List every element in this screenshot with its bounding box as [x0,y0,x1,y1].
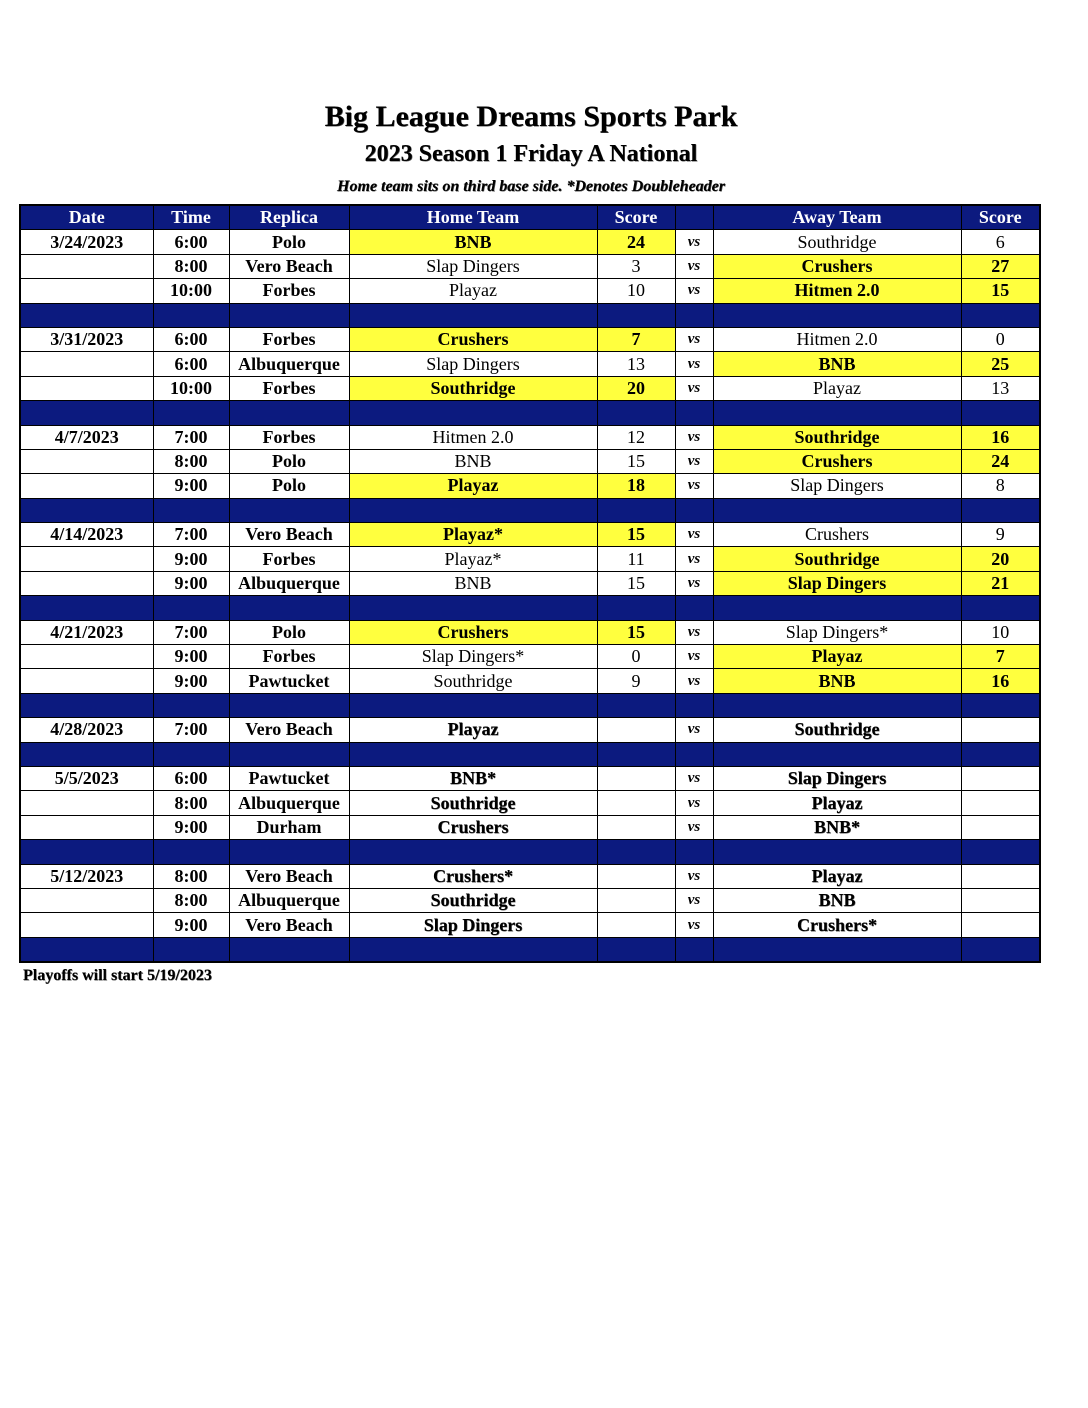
table-row [20,376,1040,400]
home-score-cell: 3 [597,254,675,278]
separator-cell [675,498,713,522]
replica-cell: Forbes [229,645,349,669]
home-team-cell: Playaz [349,718,597,742]
home-score-cell: 20 [597,376,675,400]
table-row [20,791,1040,815]
away-team-cell: Playaz [713,376,961,400]
vs-cell: vs [675,669,713,693]
date-cell [20,645,153,669]
separator-cell [597,401,675,425]
vs-cell: vs [675,718,713,742]
column-header: Replica [229,205,349,230]
separator-cell [713,742,961,766]
time-cell: 9:00 [153,913,229,937]
separator-cell [675,693,713,717]
replica-cell: Forbes [229,279,349,303]
schedule-table [19,204,1041,963]
away-score-cell: 9 [961,523,1040,547]
home-score-cell [597,913,675,937]
home-score-cell: 15 [597,449,675,473]
separator-cell [229,840,349,864]
separator-cell [597,840,675,864]
separator-cell [713,596,961,620]
away-team-cell: Crushers* [713,913,961,937]
home-team-cell: Playaz [349,474,597,498]
separator-cell [349,303,597,327]
replica-cell: Forbes [229,376,349,400]
vs-cell: vs [675,376,713,400]
away-team-cell: Slap Dingers [713,571,961,595]
away-score-cell [961,913,1040,937]
table-row [20,523,1040,547]
replica-cell: Albuquerque [229,888,349,912]
playoffs-note: Playoffs will start 5/19/2023 [23,967,212,984]
date-cell: 4/14/2023 [20,523,153,547]
vs-cell: vs [675,474,713,498]
date-cell [20,474,153,498]
table-row [20,254,1040,278]
separator-cell [597,303,675,327]
time-cell: 8:00 [153,254,229,278]
date-cell: 3/24/2023 [20,230,153,254]
week-separator-row [20,498,1040,522]
away-team-cell: BNB [713,669,961,693]
time-cell: 7:00 [153,523,229,547]
vs-cell: vs [675,547,713,571]
separator-cell [713,401,961,425]
separator-cell [961,693,1040,717]
replica-cell: Forbes [229,425,349,449]
replica-cell: Albuquerque [229,352,349,376]
away-score-cell [961,888,1040,912]
table-row [20,449,1040,473]
separator-cell [229,596,349,620]
separator-cell [961,742,1040,766]
table-row [20,571,1040,595]
vs-cell: vs [675,254,713,278]
replica-cell: Polo [229,230,349,254]
away-team-cell: Slap Dingers [713,766,961,790]
separator-cell [20,596,153,620]
time-cell: 6:00 [153,352,229,376]
week-separator-row [20,742,1040,766]
separator-cell [675,937,713,962]
home-team-cell: Slap Dingers [349,254,597,278]
home-team-cell: Southridge [349,888,597,912]
table-row [20,645,1040,669]
separator-cell [961,937,1040,962]
replica-cell: Polo [229,449,349,473]
time-cell: 9:00 [153,571,229,595]
separator-cell [597,596,675,620]
column-header: Score [961,205,1040,230]
separator-cell [153,693,229,717]
away-team-cell: BNB [713,888,961,912]
separator-cell [153,840,229,864]
date-cell [20,547,153,571]
column-header [675,205,713,230]
away-team-cell: Hitmen 2.0 [713,327,961,351]
separator-cell [597,498,675,522]
home-team-cell: BNB [349,449,597,473]
home-team-cell: Playaz [349,279,597,303]
home-score-cell: 15 [597,620,675,644]
home-score-cell [597,766,675,790]
replica-cell: Vero Beach [229,913,349,937]
replica-cell: Vero Beach [229,254,349,278]
away-score-cell: 16 [961,425,1040,449]
date-cell [20,449,153,473]
home-score-cell [597,888,675,912]
away-score-cell [961,718,1040,742]
home-score-cell [597,815,675,839]
week-separator-row [20,303,1040,327]
separator-cell [229,693,349,717]
table-row [20,352,1040,376]
time-cell: 9:00 [153,645,229,669]
away-score-cell [961,815,1040,839]
separator-cell [675,303,713,327]
column-header: Away Team [713,205,961,230]
away-score-cell: 21 [961,571,1040,595]
away-score-cell [961,791,1040,815]
separator-cell [229,742,349,766]
home-team-cell: Slap Dingers [349,352,597,376]
separator-cell [20,937,153,962]
replica-cell: Vero Beach [229,864,349,888]
home-score-cell: 0 [597,645,675,669]
column-header: Time [153,205,229,230]
vs-cell: vs [675,279,713,303]
separator-cell [20,693,153,717]
date-cell: 4/28/2023 [20,718,153,742]
home-score-cell: 24 [597,230,675,254]
away-team-cell: Southridge [713,230,961,254]
date-cell: 4/21/2023 [20,620,153,644]
date-cell [20,791,153,815]
away-team-cell: Southridge [713,718,961,742]
home-score-cell: 12 [597,425,675,449]
home-team-cell: BNB* [349,766,597,790]
vs-cell: vs [675,864,713,888]
table-row [20,888,1040,912]
separator-cell [713,693,961,717]
separator-cell [229,937,349,962]
date-cell: 5/5/2023 [20,766,153,790]
time-cell: 9:00 [153,815,229,839]
away-team-cell: Slap Dingers [713,474,961,498]
time-cell: 9:00 [153,474,229,498]
separator-cell [153,401,229,425]
away-score-cell: 24 [961,449,1040,473]
separator-cell [675,596,713,620]
away-score-cell [961,766,1040,790]
date-cell [20,571,153,595]
separator-cell [20,840,153,864]
date-cell [20,913,153,937]
away-team-cell: Crushers [713,523,961,547]
time-cell: 10:00 [153,279,229,303]
separator-cell [675,742,713,766]
table-row [20,230,1040,254]
vs-cell: vs [675,620,713,644]
home-score-cell: 18 [597,474,675,498]
date-cell [20,376,153,400]
replica-cell: Albuquerque [229,791,349,815]
date-cell: 5/12/2023 [20,864,153,888]
separator-cell [153,303,229,327]
home-team-cell: Playaz* [349,547,597,571]
vs-cell: vs [675,645,713,669]
replica-cell: Polo [229,474,349,498]
table-row [20,620,1040,644]
date-cell [20,352,153,376]
replica-cell: Albuquerque [229,571,349,595]
separator-cell [675,401,713,425]
page-title: Big League Dreams Sports Park [324,100,738,133]
vs-cell: vs [675,766,713,790]
home-team-cell: Crushers [349,327,597,351]
home-score-cell [597,791,675,815]
time-cell: 7:00 [153,718,229,742]
away-team-cell: Playaz [713,791,961,815]
separator-cell [229,401,349,425]
table-row [20,864,1040,888]
replica-cell: Vero Beach [229,718,349,742]
week-separator-row [20,596,1040,620]
separator-cell [349,596,597,620]
separator-cell [961,498,1040,522]
date-cell [20,279,153,303]
away-score-cell: 7 [961,645,1040,669]
replica-cell: Vero Beach [229,523,349,547]
vs-cell: vs [675,815,713,839]
time-cell: 6:00 [153,230,229,254]
replica-cell: Polo [229,620,349,644]
time-cell: 8:00 [153,449,229,473]
replica-cell: Durham [229,815,349,839]
table-row [20,425,1040,449]
date-cell [20,888,153,912]
table-row [20,718,1040,742]
vs-cell: vs [675,523,713,547]
home-team-cell: Playaz* [349,523,597,547]
away-score-cell: 8 [961,474,1040,498]
home-score-cell: 10 [597,279,675,303]
away-team-cell: Crushers [713,254,961,278]
separator-cell [713,303,961,327]
table-row [20,474,1040,498]
away-team-cell: Playaz [713,645,961,669]
separator-cell [713,937,961,962]
table-row [20,279,1040,303]
vs-cell: vs [675,327,713,351]
home-score-cell: 9 [597,669,675,693]
date-cell [20,254,153,278]
separator-cell [349,401,597,425]
home-team-cell: Southridge [349,669,597,693]
separator-cell [20,742,153,766]
home-team-cell: Slap Dingers [349,913,597,937]
week-separator-row [20,840,1040,864]
separator-cell [153,596,229,620]
table-row [20,327,1040,351]
away-team-cell: BNB [713,352,961,376]
away-team-cell: Southridge [713,425,961,449]
table-row [20,547,1040,571]
vs-cell: vs [675,230,713,254]
away-score-cell: 20 [961,547,1040,571]
time-cell: 10:00 [153,376,229,400]
home-team-cell: Crushers* [349,864,597,888]
separator-cell [675,840,713,864]
away-score-cell: 10 [961,620,1040,644]
vs-cell: vs [675,888,713,912]
time-cell: 7:00 [153,425,229,449]
week-separator-row [20,401,1040,425]
away-score-cell [961,864,1040,888]
column-header: Date [20,205,153,230]
separator-cell [349,840,597,864]
separator-cell [713,498,961,522]
vs-cell: vs [675,449,713,473]
separator-cell [961,401,1040,425]
replica-cell: Forbes [229,547,349,571]
away-score-cell: 15 [961,279,1040,303]
home-team-cell: BNB [349,230,597,254]
home-score-cell: 13 [597,352,675,376]
separator-cell [597,937,675,962]
away-team-cell: Hitmen 2.0 [713,279,961,303]
date-cell [20,669,153,693]
home-score-cell: 7 [597,327,675,351]
separator-cell [597,742,675,766]
date-cell: 4/7/2023 [20,425,153,449]
separator-cell [961,303,1040,327]
separator-cell [229,303,349,327]
separator-cell [20,498,153,522]
table-row [20,815,1040,839]
week-separator-row [20,693,1040,717]
separator-cell [349,498,597,522]
vs-cell: vs [675,791,713,815]
separator-cell [20,303,153,327]
separator-cell [20,401,153,425]
away-team-cell: BNB* [713,815,961,839]
home-team-cell: Southridge [349,791,597,815]
home-score-cell [597,864,675,888]
home-score-cell: 11 [597,547,675,571]
home-score-cell: 15 [597,571,675,595]
vs-cell: vs [675,425,713,449]
table-row [20,766,1040,790]
separator-cell [961,840,1040,864]
week-separator-row [20,937,1040,962]
separator-cell [961,596,1040,620]
time-cell: 6:00 [153,766,229,790]
home-team-cell: Crushers [349,815,597,839]
separator-cell [349,693,597,717]
table-header-row [20,205,1040,230]
column-header: Score [597,205,675,230]
separator-cell [597,693,675,717]
replica-cell: Pawtucket [229,766,349,790]
table-row [20,669,1040,693]
away-score-cell: 13 [961,376,1040,400]
date-cell [20,815,153,839]
home-team-cell: BNB [349,571,597,595]
away-team-cell: Slap Dingers* [713,620,961,644]
away-score-cell: 27 [961,254,1040,278]
replica-cell: Pawtucket [229,669,349,693]
time-cell: 9:00 [153,669,229,693]
home-score-cell: 15 [597,523,675,547]
separator-cell [153,742,229,766]
away-score-cell: 16 [961,669,1040,693]
page-subtitle: 2023 Season 1 Friday A National [364,141,698,167]
time-cell: 7:00 [153,620,229,644]
separator-cell [229,498,349,522]
vs-cell: vs [675,913,713,937]
vs-cell: vs [675,571,713,595]
separator-cell [153,498,229,522]
date-cell: 3/31/2023 [20,327,153,351]
separator-cell [349,742,597,766]
home-score-cell [597,718,675,742]
vs-cell: vs [675,352,713,376]
away-score-cell: 25 [961,352,1040,376]
away-score-cell: 6 [961,230,1040,254]
table-row [20,913,1040,937]
time-cell: 8:00 [153,864,229,888]
away-team-cell: Southridge [713,547,961,571]
separator-cell [153,937,229,962]
home-team-cell: Hitmen 2.0 [349,425,597,449]
away-team-cell: Crushers [713,449,961,473]
away-score-cell: 0 [961,327,1040,351]
time-cell: 6:00 [153,327,229,351]
time-cell: 8:00 [153,791,229,815]
separator-cell [349,937,597,962]
home-team-cell: Slap Dingers* [349,645,597,669]
separator-cell [713,840,961,864]
time-cell: 8:00 [153,888,229,912]
column-header: Home Team [349,205,597,230]
schedule-note: Home team sits on third base side. *Denotes Doubleheader [337,178,725,195]
away-team-cell: Playaz [713,864,961,888]
home-team-cell: Crushers [349,620,597,644]
replica-cell: Forbes [229,327,349,351]
home-team-cell: Southridge [349,376,597,400]
time-cell: 9:00 [153,547,229,571]
